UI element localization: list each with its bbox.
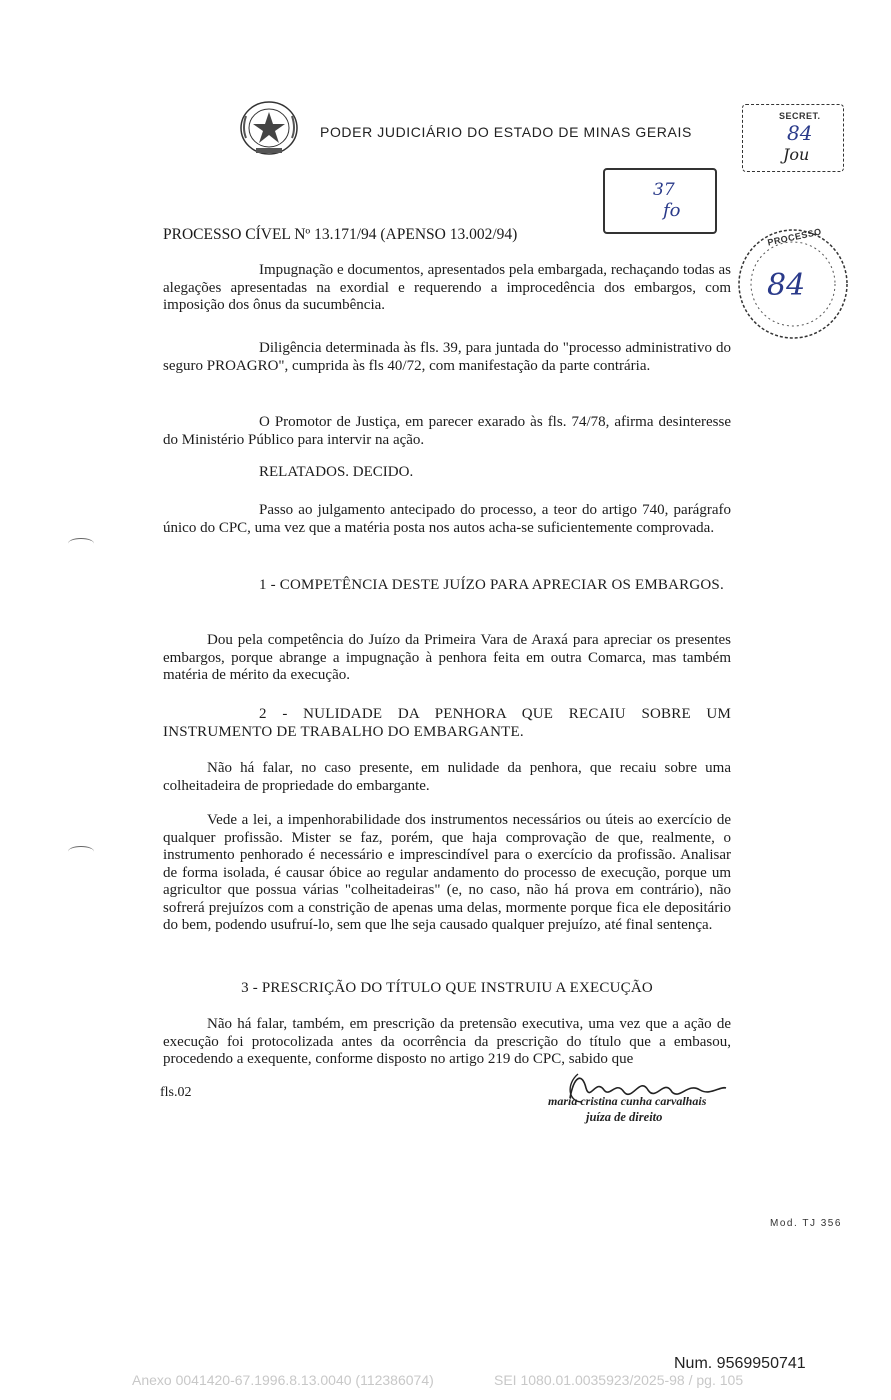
section-3-heading: 3 - PRESCRIÇÃO DO TÍTULO QUE INSTRUIU A EXECUÇÃO xyxy=(241,980,653,996)
punch-hole-mark xyxy=(68,538,94,549)
sei-watermark: SEI 1080.01.0035923/2025-98 / pg. 105 xyxy=(494,1372,744,1388)
stamp-page-number: 37 xyxy=(653,180,675,200)
stamp-initials: Jou xyxy=(783,145,810,164)
stamp-page-number: 84 xyxy=(787,121,813,145)
stamp-label: SECRET. xyxy=(779,111,821,121)
header-title: PODER JUDICIÁRIO DO ESTADO DE MINAS GERAIS xyxy=(320,124,692,140)
stamp-initials: fo xyxy=(663,200,681,221)
section-2-text-1: Não há falar, no caso presente, em nulidade da penhora, que recaiu sobre uma colheitadeira de propriedade do embargante. xyxy=(163,760,731,794)
signer-role: juíza de direito xyxy=(586,1110,663,1124)
section-2-heading: 2 - NULIDADE DA PENHORA QUE RECAIU SOBRE UM INSTRUMENTO DE TRABALHO DO EMBARGANTE. xyxy=(163,706,731,740)
stamp-circle-text: PROCESSO xyxy=(766,226,823,248)
paragraph-julgamento: Passo ao julgamento antecipado do processo, a teor do artigo 740, parágrafo único do CPC, uma vez que a matéria posta nos autos acha-se suficientemente comprovada. xyxy=(163,502,731,536)
paragraph-diligencia: Diligência determinada às fls. 39, para juntada do "processo administrativo do seguro PROAGRO", cumprida às fls 40/72, com manifestação da parte contrária. xyxy=(163,340,731,374)
annex-watermark: Anexo 0041420-67.1996.8.13.0040 (112386074) xyxy=(132,1372,434,1388)
form-model: Mod. TJ 356 xyxy=(770,1218,842,1229)
stamp-middle xyxy=(603,168,717,234)
section-3-text: Não há falar, também, em prescrição da pretensão executiva, uma vez que a ação de execução foi protocolizada antes da ocorrência da prescrição do título que a embasou, procedendo a exequente, conforme disposto no artigo 219 do CPC, sabido que xyxy=(163,1016,731,1067)
paragraph-impugnacao: Impugnação e documentos, apresentados pela embargada, rechaçando todas as alegações apresentadas na exordial e requerendo a improcedência dos embargos, com imposição dos ônus da sucumbência. xyxy=(163,262,731,313)
paragraph-relatados: RELATADOS. DECIDO. xyxy=(259,464,414,480)
page-reference: fls.02 xyxy=(160,1085,192,1100)
section-2-text-2: Vede a lei, a impenhorabilidade dos instrumentos necessários ou úteis ao exercício de qualquer profissão. Mister se faz, porém, que haja comprovação de que, realmente, o instrumento penhorado é necessário e imprescindível para o exercício da profissão. Analisar de forma isolada, é causar óbice ao regular andamento do processo de execução, porque um agricultor que possua várias "colheitadeiras" (e, no caso, não há prova em contrário), não sofrerá prejuízos com a constrição de apenas uma delas, mormente porque fica ele depositário do bem, podendo usufruí-lo, sem que lhe seja causado qualquer prejuízo, até final sentença. xyxy=(163,812,731,933)
section-1-text: Dou pela competência do Juízo da Primeira Vara de Araxá para apreciar os presentes embargos, porque abrange a impugnação à penhora feita em outra Comarca, mas também matéria de mérito da execução. xyxy=(163,632,731,683)
process-title: PROCESSO CÍVEL Nº 13.171/94 (APENSO 13.002/94) xyxy=(163,226,518,243)
paragraph-promotor: O Promotor de Justiça, em parecer exarado às fls. 74/78, afirma desinteresse do Ministério Público para intervir na ação. xyxy=(163,414,731,448)
signer-name: maria cristina cunha carvalhais xyxy=(548,1094,707,1108)
coat-of-arms-icon xyxy=(238,98,300,156)
document-number: Num. 9569950741 xyxy=(674,1355,806,1372)
punch-hole-mark xyxy=(68,846,94,857)
stamp-top-right xyxy=(742,104,844,172)
stamp-circle-number: 84 xyxy=(767,268,806,303)
section-1-heading: 1 - COMPETÊNCIA DESTE JUÍZO PARA APRECIAR OS EMBARGOS. xyxy=(259,577,724,593)
stamp-circle xyxy=(733,224,853,344)
